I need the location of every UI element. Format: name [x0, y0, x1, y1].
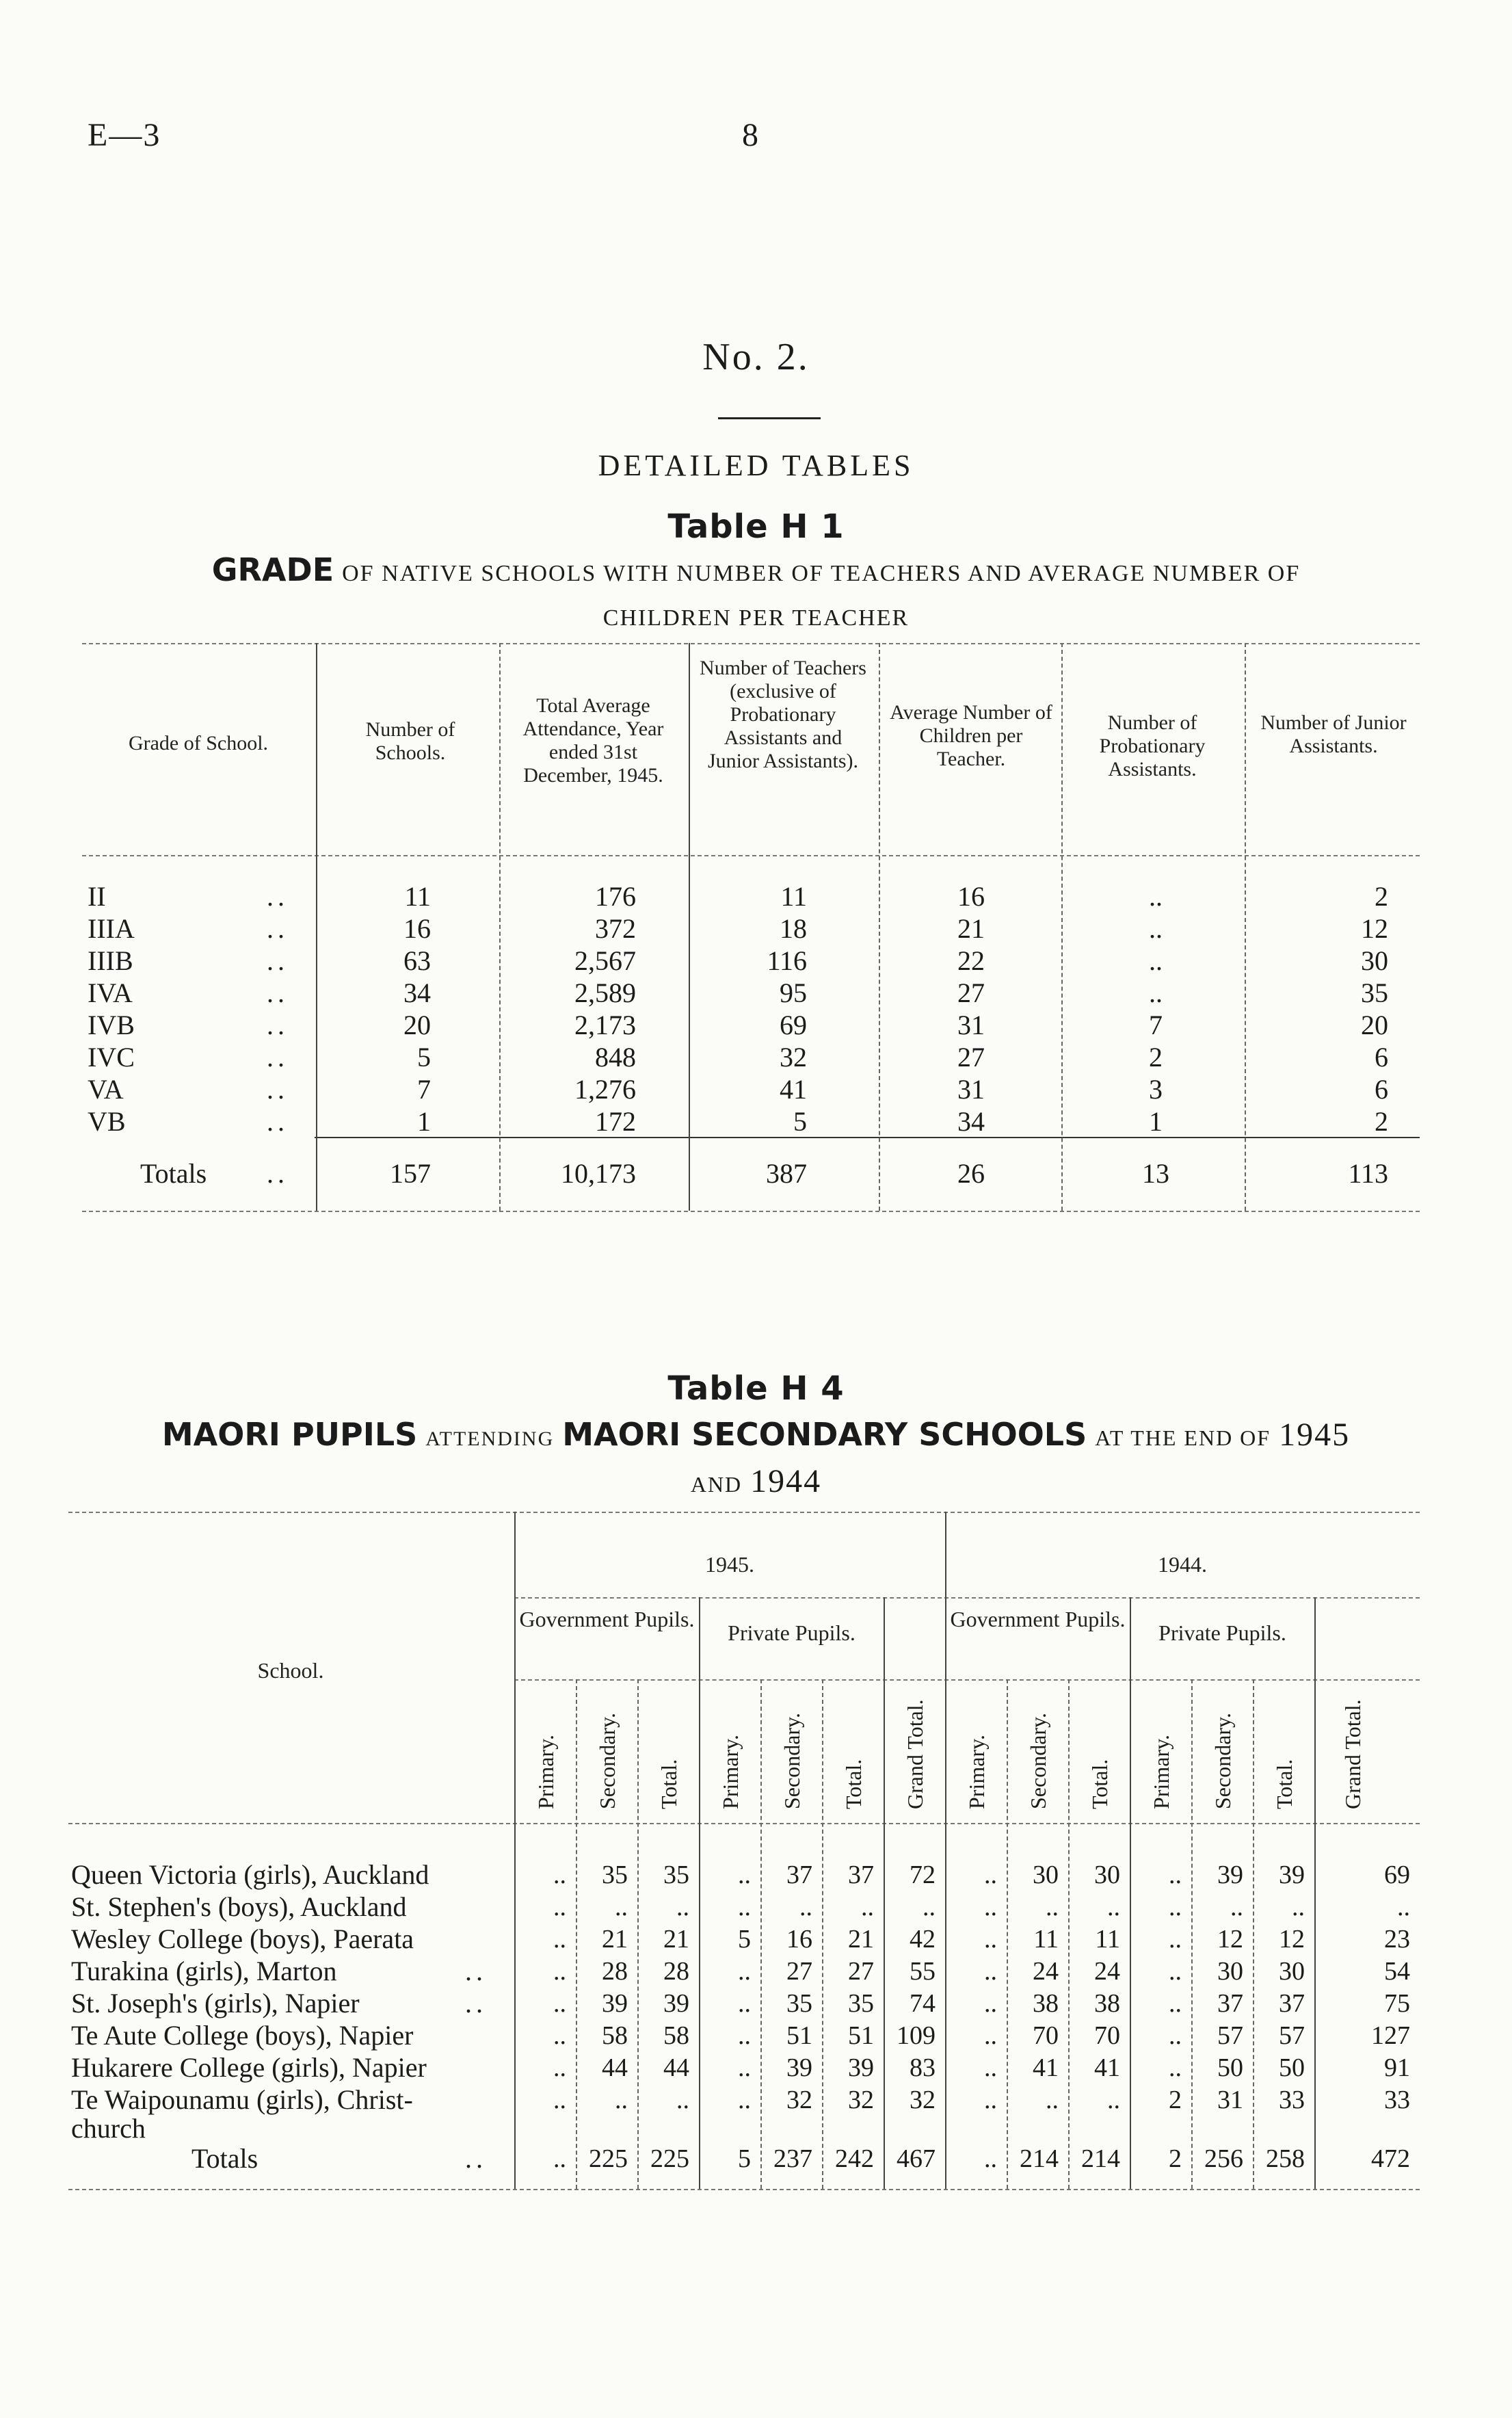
value-cell: .. — [984, 1925, 997, 1954]
value-cell: .. — [738, 2053, 751, 2082]
value-cell: 75 — [1384, 1989, 1410, 2018]
table-h4-title: Table H 4 — [667, 1369, 845, 1408]
leader-dots: .. — [267, 1158, 289, 1189]
caption-part-1: MAORI PUPILS — [161, 1416, 418, 1453]
value-cell: 33 — [1384, 2086, 1410, 2114]
leader-dots: .. — [465, 1988, 487, 2019]
total-cell: 472 — [1371, 2144, 1410, 2173]
value-cell: 39 — [663, 1989, 689, 2018]
table-h1-title: Table H 1 — [667, 508, 845, 546]
total-cell: 258 — [1266, 2144, 1305, 2173]
value-cell: 38 — [1094, 1989, 1120, 2018]
schools-cell: 34 — [403, 977, 431, 1008]
value-cell: .. — [1292, 1893, 1305, 1921]
sub-grand-total: Grand Total. — [1340, 1699, 1365, 1809]
value-cell: 83 — [910, 2053, 936, 2082]
header-avg-children: Average Number of Children per Teacher. — [890, 701, 1052, 770]
value-cell: .. — [553, 1957, 566, 1986]
value-cell: 39 — [1279, 1861, 1305, 1889]
value-cell: 39 — [848, 2053, 874, 2082]
attendance-cell: 172 — [595, 1106, 636, 1137]
value-cell: .. — [1169, 1861, 1182, 1889]
value-cell: .. — [553, 2021, 566, 2050]
value-cell: .. — [984, 1957, 997, 1986]
caption-year-1: 1945 — [1279, 1417, 1351, 1453]
grade-cell: IIIA — [88, 913, 135, 944]
table-row — [68, 1857, 1420, 1893]
probationary-cell: .. — [1149, 881, 1163, 912]
value-cell: 11 — [1033, 1925, 1059, 1954]
attendance-cell: 372 — [595, 913, 636, 944]
sub-total: Total. — [656, 1759, 681, 1809]
grade-cell: II — [88, 881, 106, 912]
caption-lead: GRADE — [211, 551, 334, 588]
probationary-cell: 3 — [1149, 1074, 1163, 1105]
totals-label: Totals — [191, 2143, 258, 2174]
schools-cell: 1 — [417, 1106, 431, 1137]
total-cell: .. — [984, 2144, 997, 2173]
caption-part-3: MAORI SECONDARY SCHOOLS — [562, 1416, 1087, 1453]
avg-children-cell: 21 — [957, 913, 985, 944]
value-cell: 51 — [786, 2021, 812, 2050]
value-cell: .. — [738, 1861, 751, 1889]
value-cell: .. — [1230, 1893, 1243, 1921]
value-cell: 44 — [663, 2053, 689, 2082]
table-h4 — [68, 1512, 1420, 2196]
value-cell: 38 — [1033, 1989, 1059, 2018]
value-cell: 31 — [1217, 2086, 1243, 2114]
year-1944-header: 1944. — [1158, 1552, 1207, 1577]
value-cell: .. — [1046, 2086, 1059, 2114]
value-cell: 41 — [1033, 2053, 1059, 2082]
probationary-cell: .. — [1149, 977, 1163, 1008]
table-row — [82, 975, 1420, 1011]
teachers-cell: 32 — [780, 1042, 807, 1073]
caption-part-5: AND — [690, 1472, 743, 1497]
value-cell: .. — [984, 1989, 997, 2018]
value-cell: 50 — [1217, 2053, 1243, 2082]
probationary-cell: 7 — [1149, 1010, 1163, 1040]
value-cell: .. — [861, 1893, 874, 1921]
teachers-cell: 95 — [780, 977, 807, 1008]
value-cell: .. — [1169, 1989, 1182, 2018]
value-cell: .. — [1169, 1893, 1182, 1921]
value-cell: 35 — [848, 1989, 874, 2018]
total-cell: 214 — [1081, 2144, 1120, 2173]
header-rule — [68, 1823, 1420, 1824]
value-cell: .. — [615, 2086, 628, 2114]
table-row — [68, 2050, 1420, 2086]
table-h1-caption — [68, 549, 1444, 640]
school-name: Turakina (girls), Marton — [71, 1956, 337, 1986]
value-cell: 55 — [910, 1957, 936, 1986]
total-cell: 5 — [738, 2144, 751, 2173]
table-top-rule — [68, 1512, 1420, 1513]
attendance-cell: 1,276 — [574, 1074, 636, 1105]
school-name: Hukarere College (girls), Napier — [71, 2052, 427, 2083]
value-cell: 109 — [897, 2021, 936, 2050]
value-cell: 58 — [663, 2021, 689, 2050]
page-number: 8 — [742, 117, 758, 153]
schools-cell: 5 — [417, 1042, 431, 1073]
attendance-total: 10,173 — [561, 1158, 636, 1189]
caption-text-1: OF NATIVE SCHOOLS WITH NUMBER OF TEACHERS AND AVERAGE NUMBER OF — [342, 561, 1301, 586]
totals-row — [82, 1156, 1420, 1192]
value-cell: 70 — [1094, 2021, 1120, 2050]
value-cell: 51 — [848, 2021, 874, 2050]
value-cell: 54 — [1384, 1957, 1410, 1986]
value-cell: .. — [738, 1989, 751, 2018]
junior-cell: 12 — [1361, 913, 1388, 944]
table-row — [82, 911, 1420, 947]
schools-cell: 20 — [403, 1010, 431, 1040]
grade-cell: IIIB — [88, 945, 133, 976]
grade-cell: VA — [88, 1074, 124, 1105]
table-row — [68, 1986, 1420, 2021]
schools-total: 157 — [390, 1158, 431, 1189]
schools-cell: 63 — [403, 945, 431, 976]
school-name-continued: church — [71, 2113, 146, 2144]
value-cell: 30 — [1033, 1861, 1059, 1889]
caption-part-2: ATTENDING — [425, 1428, 555, 1450]
probationary-cell: .. — [1149, 913, 1163, 944]
value-cell: .. — [984, 2086, 997, 2114]
table-h4-caption — [68, 1413, 1444, 1506]
total-cell: 237 — [773, 2144, 812, 2173]
junior-cell: 20 — [1361, 1010, 1388, 1040]
avg-children-cell: 27 — [957, 977, 985, 1008]
table-row — [82, 1072, 1420, 1107]
value-cell: 27 — [786, 1957, 812, 1986]
probationary-cell: 2 — [1149, 1042, 1163, 1073]
value-cell: 42 — [910, 1925, 936, 1954]
value-cell: 57 — [1279, 2021, 1305, 2050]
year-rule — [514, 1597, 1420, 1599]
total-cell: 225 — [650, 2144, 689, 2173]
value-cell: 35 — [663, 1861, 689, 1889]
group-private-1944: Private Pupils. — [1158, 1620, 1286, 1645]
sub-primary: Primary. — [964, 1734, 989, 1809]
value-cell: 30 — [1094, 1861, 1120, 1889]
grade-cell: IVA — [88, 977, 133, 1008]
sub-secondary: Secondary. — [595, 1713, 620, 1809]
junior-cell: 6 — [1375, 1042, 1388, 1073]
document-code: E—3 — [88, 117, 161, 153]
header-rule — [82, 855, 1420, 856]
value-cell: 30 — [1217, 1957, 1243, 1986]
probationary-total: 13 — [1142, 1158, 1169, 1189]
teachers-cell: 18 — [780, 913, 807, 944]
value-cell: 39 — [786, 2053, 812, 2082]
value-cell: .. — [553, 2086, 566, 2114]
table-row — [68, 1921, 1420, 1957]
probationary-cell: .. — [1149, 945, 1163, 976]
table-row — [68, 1889, 1420, 1925]
attendance-cell: 176 — [595, 881, 636, 912]
value-cell: 28 — [663, 1957, 689, 1986]
table-h1 — [82, 643, 1420, 1204]
teachers-cell: 69 — [780, 1010, 807, 1040]
attendance-cell: 848 — [595, 1042, 636, 1073]
avg-children-cell: 31 — [957, 1010, 985, 1040]
value-cell: 69 — [1384, 1861, 1410, 1889]
value-cell: .. — [1107, 2086, 1120, 2114]
junior-cell: 35 — [1361, 977, 1388, 1008]
avg-children-cell: 27 — [957, 1042, 985, 1073]
header-schools: Number of Schools. — [365, 718, 455, 764]
leader-dots: .. — [267, 1010, 289, 1040]
sub-total: Total. — [1272, 1759, 1297, 1809]
value-cell: 91 — [1384, 2053, 1410, 2082]
value-cell: 37 — [786, 1861, 812, 1889]
value-cell: .. — [738, 1893, 751, 1921]
value-cell: 57 — [1217, 2021, 1243, 2050]
total-cell: 225 — [589, 2144, 628, 2173]
total-cell: 214 — [1020, 2144, 1059, 2173]
value-cell: .. — [923, 1893, 936, 1921]
value-cell: 27 — [848, 1957, 874, 1986]
caption-year-2: 1944 — [750, 1463, 822, 1499]
probationary-cell: 1 — [1149, 1106, 1163, 1137]
value-cell: 70 — [1033, 2021, 1059, 2050]
value-cell: .. — [1169, 2053, 1182, 2082]
table-row — [82, 1040, 1420, 1075]
value-cell: .. — [1169, 1925, 1182, 1954]
schools-cell: 16 — [403, 913, 431, 944]
value-cell: 24 — [1033, 1957, 1059, 1986]
teachers-cell: 41 — [780, 1074, 807, 1105]
value-cell: .. — [738, 1957, 751, 1986]
value-cell: .. — [553, 2053, 566, 2082]
group-rule — [514, 1679, 1420, 1681]
value-cell: 35 — [602, 1861, 628, 1889]
value-cell: .. — [1107, 1893, 1120, 1921]
value-cell: 16 — [786, 1925, 812, 1954]
caption-text-2: CHILDREN PER TEACHER — [602, 605, 910, 631]
section-heading: DETAILED TABLES — [598, 449, 914, 482]
table-bottom-rule — [68, 2189, 1420, 2190]
sub-primary: Primary. — [1149, 1734, 1173, 1809]
avg-children-cell: 34 — [957, 1106, 985, 1137]
avg-children-total: 26 — [957, 1158, 985, 1189]
schools-cell: 11 — [404, 881, 431, 912]
table-top-rule — [82, 643, 1420, 644]
value-cell: .. — [553, 1925, 566, 1954]
junior-total: 113 — [1348, 1158, 1388, 1189]
leader-dots: .. — [465, 1956, 487, 1986]
value-cell: 41 — [1094, 2053, 1120, 2082]
value-cell: 32 — [848, 2086, 874, 2114]
table-row — [82, 1008, 1420, 1043]
total-cell: 256 — [1204, 2144, 1243, 2173]
leader-dots: .. — [267, 881, 289, 912]
school-name: Queen Victoria (girls), Auckland — [71, 1859, 429, 1890]
total-cell: 242 — [835, 2144, 874, 2173]
value-cell: .. — [1046, 1893, 1059, 1921]
table-row — [82, 943, 1420, 979]
leader-dots: .. — [267, 945, 289, 976]
value-cell: 33 — [1279, 2086, 1305, 2114]
value-cell: 39 — [1217, 1861, 1243, 1889]
value-cell: 21 — [602, 1925, 628, 1954]
total-cell: 467 — [897, 2144, 936, 2173]
school-name: Te Aute College (boys), Napier — [71, 2020, 414, 2051]
school-name: Wesley College (boys), Paerata — [71, 1923, 414, 1954]
value-cell: 37 — [848, 1861, 874, 1889]
totals-row — [68, 2141, 1420, 2177]
header-probationary: Number of Probationary Assistants. — [1099, 711, 1206, 780]
leader-dots: .. — [267, 977, 289, 1008]
value-cell: 127 — [1371, 2021, 1410, 2050]
sub-secondary: Secondary. — [780, 1713, 804, 1809]
value-cell: .. — [553, 1989, 566, 2018]
school-name: St. Stephen's (boys), Auckland — [71, 1891, 407, 1922]
value-cell: .. — [676, 1893, 689, 1921]
sub-total: Total. — [1087, 1759, 1112, 1809]
leader-dots: .. — [465, 2143, 487, 2174]
grade-cell: IVC — [88, 1042, 135, 1073]
sub-primary: Primary. — [533, 1734, 558, 1809]
value-cell: 50 — [1279, 2053, 1305, 2082]
sub-secondary: Secondary. — [1026, 1713, 1050, 1809]
leader-dots: .. — [267, 913, 289, 944]
table-row — [68, 2082, 1420, 2144]
value-cell: .. — [984, 2021, 997, 2050]
junior-cell: 6 — [1375, 1074, 1388, 1105]
value-cell: 32 — [910, 2086, 936, 2114]
document-number: No. 2. — [702, 336, 810, 378]
value-cell: 35 — [786, 1989, 812, 2018]
value-cell: .. — [799, 1893, 812, 1921]
avg-children-cell: 31 — [957, 1074, 985, 1105]
value-cell: .. — [615, 1893, 628, 1921]
leader-dots: .. — [267, 1106, 289, 1137]
schools-cell: 7 — [417, 1074, 431, 1105]
table-row — [82, 1104, 1420, 1140]
value-cell: 24 — [1094, 1957, 1120, 1986]
value-cell: 37 — [1279, 1989, 1305, 2018]
school-name: St. Joseph's (girls), Napier — [71, 1988, 360, 2019]
value-cell: .. — [984, 2053, 997, 2082]
value-cell: 32 — [786, 2086, 812, 2114]
table-row — [68, 1954, 1420, 1989]
junior-cell: 2 — [1375, 1106, 1388, 1137]
table-row — [82, 879, 1420, 915]
value-cell: 12 — [1279, 1925, 1305, 1954]
grade-cell: IVB — [88, 1010, 135, 1040]
junior-cell: 30 — [1361, 945, 1388, 976]
table-bottom-rule — [82, 1211, 1420, 1212]
sub-grand-total: Grand Total. — [903, 1699, 927, 1809]
value-cell: 74 — [910, 1989, 936, 2018]
header-attendance: Total Average Attendance, Year ended 31st December, 1945. — [522, 694, 664, 787]
value-cell: 28 — [602, 1957, 628, 1986]
value-cell: 30 — [1279, 1957, 1305, 1986]
total-cell: 2 — [1169, 2144, 1182, 2173]
header-teachers: Number of Teachers (exclusive of Probationary Assistants and Junior Assistants). — [700, 657, 866, 772]
teachers-cell: 11 — [780, 881, 807, 912]
school-name: Te Waipounamu (girls), Christ- — [71, 2084, 413, 2115]
attendance-cell: 2,567 — [574, 945, 636, 976]
leader-dots: .. — [267, 1042, 289, 1073]
title-rule — [718, 417, 821, 419]
value-cell: 5 — [738, 1925, 751, 1954]
value-cell: .. — [553, 1893, 566, 1921]
avg-children-cell: 22 — [957, 945, 985, 976]
value-cell: 21 — [848, 1925, 874, 1954]
value-cell: 58 — [602, 2021, 628, 2050]
value-cell: 37 — [1217, 1989, 1243, 2018]
value-cell: 23 — [1384, 1925, 1410, 1954]
value-cell: .. — [738, 2086, 751, 2114]
teachers-cell: 116 — [767, 945, 807, 976]
table-row — [68, 2018, 1420, 2053]
value-cell: 44 — [602, 2053, 628, 2082]
group-private-1945: Private Pupils. — [728, 1620, 856, 1645]
total-cell: .. — [553, 2144, 566, 2173]
sub-secondary: Secondary. — [1210, 1713, 1235, 1809]
value-cell: .. — [1169, 1957, 1182, 1986]
value-cell: 12 — [1217, 1925, 1243, 1954]
attendance-cell: 2,589 — [574, 977, 636, 1008]
header-grade: Grade of School. — [128, 732, 269, 754]
header-junior: Number of Junior Assistants. — [1260, 711, 1407, 757]
value-cell: 72 — [910, 1861, 936, 1889]
value-cell: .. — [1397, 1893, 1410, 1921]
value-cell: 11 — [1095, 1925, 1120, 1954]
leader-dots: .. — [267, 1074, 289, 1105]
sub-total: Total. — [841, 1759, 866, 1809]
junior-cell: 2 — [1375, 881, 1388, 912]
value-cell: .. — [984, 1893, 997, 1921]
teachers-cell: 5 — [793, 1106, 807, 1137]
value-cell: .. — [676, 2086, 689, 2114]
value-cell: .. — [984, 1861, 997, 1889]
value-cell: 21 — [663, 1925, 689, 1954]
year-1945-header: 1945. — [705, 1552, 754, 1577]
value-cell: 2 — [1169, 2086, 1182, 2114]
value-cell: .. — [1169, 2021, 1182, 2050]
value-cell: 39 — [602, 1989, 628, 2018]
caption-part-4: AT THE END OF — [1095, 1425, 1271, 1450]
totals-label: Totals — [140, 1158, 207, 1189]
sub-primary: Primary. — [718, 1734, 743, 1809]
header-school: School. — [257, 1658, 324, 1683]
avg-children-cell: 16 — [957, 881, 985, 912]
group-government-1944: Government Pupils. — [950, 1607, 1126, 1631]
attendance-cell: 2,173 — [574, 1010, 636, 1040]
value-cell: .. — [738, 2021, 751, 2050]
teachers-total: 387 — [766, 1158, 807, 1189]
grade-cell: VB — [88, 1106, 126, 1137]
value-cell: .. — [553, 1861, 566, 1889]
group-government-1945: Government Pupils. — [519, 1607, 695, 1631]
